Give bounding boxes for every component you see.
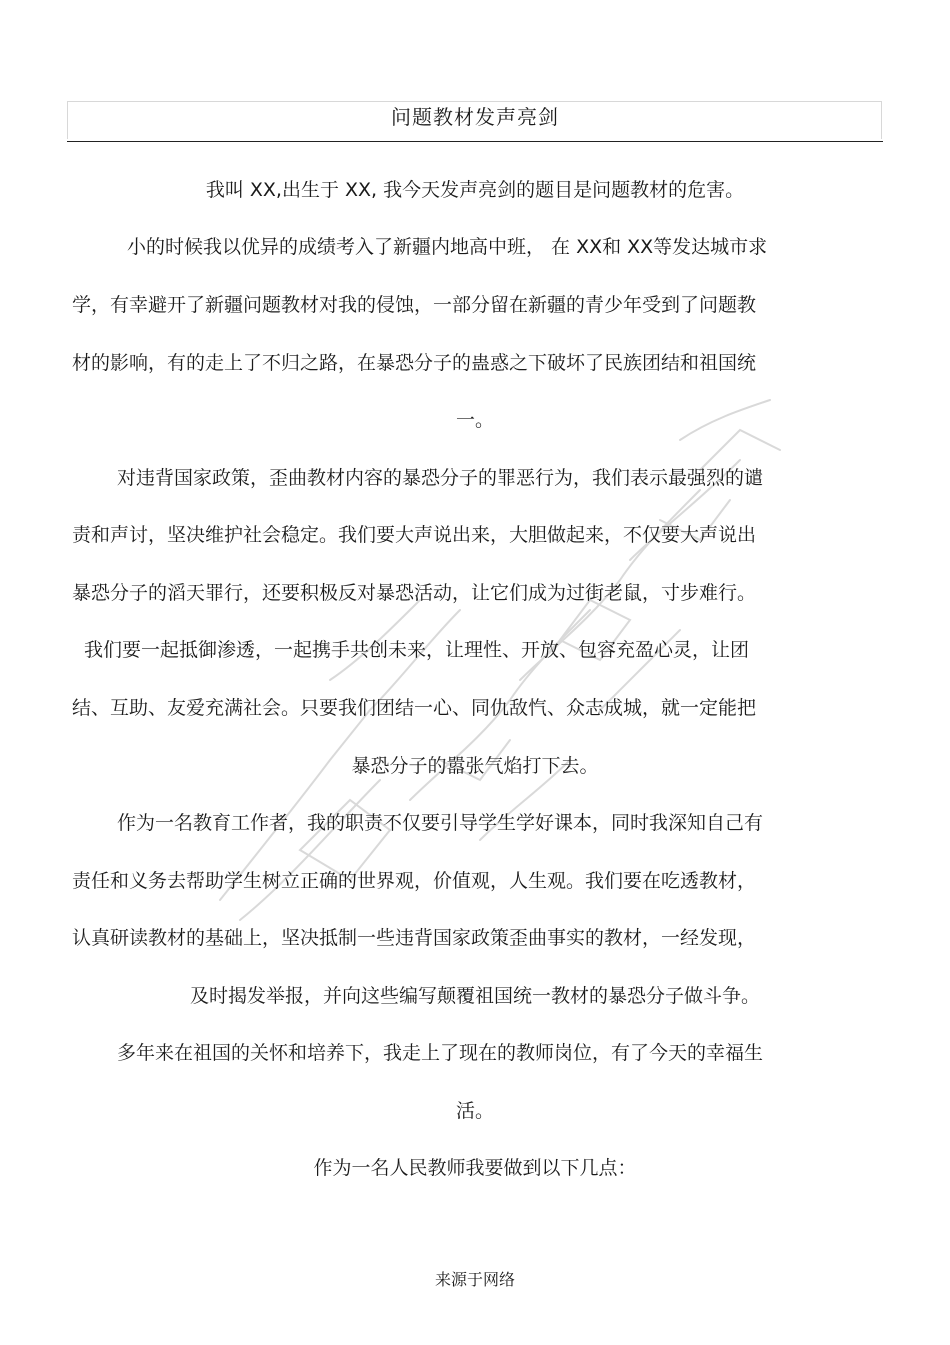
text-line-18: 作为一名人民教师我要做到以下几点： (313, 1157, 637, 1179)
text-line-2: 小的时候我以优异的成绩考入了新疆内地高中班， 在 XX和 XX等发达城市求 (127, 236, 768, 258)
text-line-13: 责任和义务去帮助学生树立正确的世界观，价值观，人生观。我们要在吃透教材， (72, 870, 757, 892)
text-line-11: 暴恐分子的嚣张气焰打下去。 (351, 755, 599, 777)
text-line-8: 暴恐分子的滔天罪行，还要积极反对暴恐活动，让它们成为过街老鼠，寸步难行。 (72, 582, 757, 604)
document-title: 问题教材发声亮剑 (391, 105, 559, 129)
text-line-16: 多年来在祖国的关怀和培养下，我走上了现在的教师岗位，有了今天的幸福生 (117, 1042, 764, 1064)
text-line-14: 认真研读教材的基础上，坚决抵制一些违背国家政策歪曲事实的教材，一经发现， (72, 927, 757, 949)
text-line-7: 责和声讨，坚决维护社会稳定。我们要大声说出来，大胆做起来，不仅要大声说出 (72, 524, 757, 546)
text-line-6: 对违背国家政策，歪曲教材内容的暴恐分子的罪恶行为，我们表示最强烈的谴 (117, 467, 764, 489)
text-line-3: 学，有幸避开了新疆问题教材对我的侵蚀，一部分留在新疆的青少年受到了问题教 (72, 294, 757, 316)
header-rule (67, 141, 883, 142)
text-line-1: 我叫 XX,出生于 XX, 我今天发声亮剑的题目是问题教材的危害。 (205, 179, 745, 201)
text-line-4: 材的影响，有的走上了不归之路，在暴恐分子的蛊惑之下破坏了民族团结和祖国统 (72, 352, 757, 374)
footer-source: 来源于网络 (434, 1270, 515, 1289)
text-line-9: 我们要一起抵御渗透，一起携手共创未来，让理性、开放、包容充盈心灵，让团 (84, 639, 750, 661)
text-line-5: 一。 (455, 409, 494, 431)
text-line-10: 结、互助、友爱充满社会。只要我们团结一心、同仇敌忾、众志成城，就一定能把 (72, 697, 757, 719)
text-line-17: 活。 (455, 1100, 494, 1122)
text-line-12: 作为一名教育工作者，我的职责不仅要引导学生学好课本，同时我深知自己有 (117, 812, 764, 834)
text-line-15: 及时揭发举报，并向这些编写颠覆祖国统一教材的暴恐分子做斗争。 (189, 985, 760, 1007)
